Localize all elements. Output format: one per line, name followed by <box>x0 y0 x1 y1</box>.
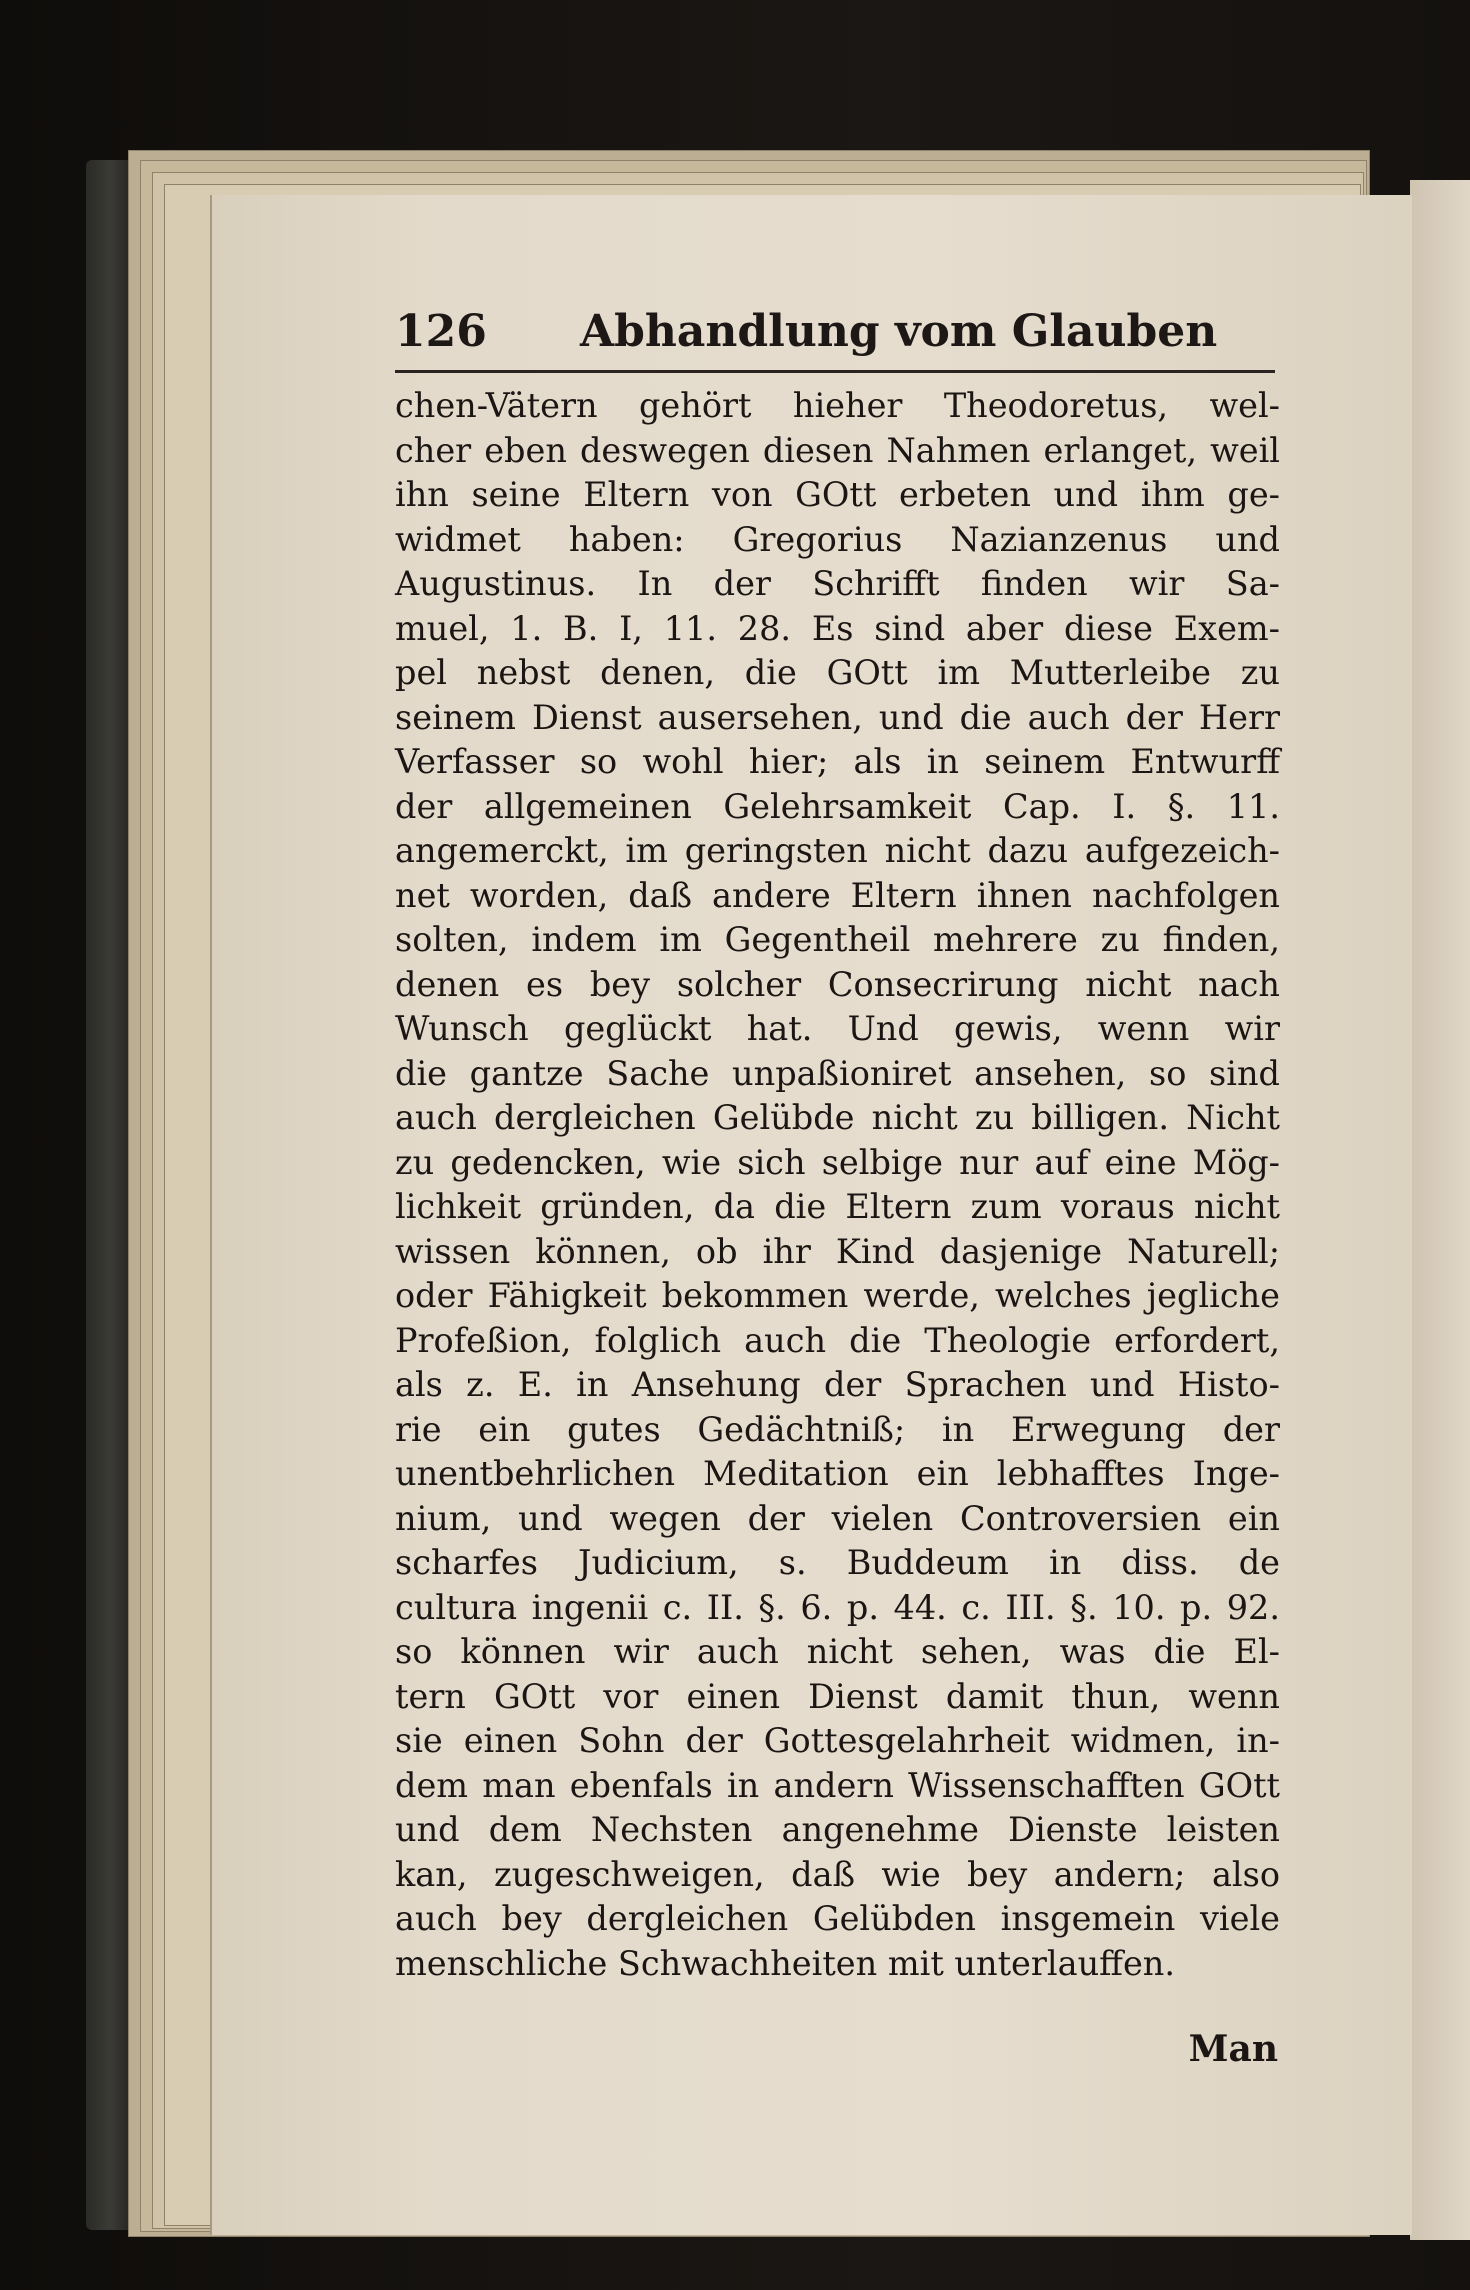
text-line: Profeßion, folglich auch die Theologie erfordert, <box>395 1320 1280 1360</box>
text-line: solten, indem im Gegentheil mehrere zu finden, <box>395 920 1280 959</box>
text-line: menschliche Schwachheiten mit unterlauffen. <box>395 1943 1175 1983</box>
text-line: scharfes Judicium, s. Buddeum in diss. de <box>395 1543 1280 1582</box>
text-line: widmet haben: Gregorius Nazianzenus und <box>395 519 1280 559</box>
running-title: Abhandlung vom Glauben <box>580 306 1218 357</box>
text-line: unentbehrlichen Meditation ein lebhafftes Inge- <box>395 1454 1280 1493</box>
text-line: nium, und wegen der vielen Controversien ein <box>395 1498 1280 1538</box>
text-line: ihn seine Eltern von GOtt erbeten und ihm ge- <box>395 475 1280 514</box>
text-line: tern GOtt vor einen Dienst damit thun, wenn <box>395 1676 1280 1716</box>
text-line: angemerckt, im geringsten nicht dazu aufgezeich- <box>395 831 1280 870</box>
text-line: sie einen Sohn der Gottesgelahrheit widmen, in- <box>395 1721 1280 1760</box>
text-line: Verfasser so wohl hier; als in seinem Entwurff <box>395 742 1280 781</box>
text-line: dem man ebenfals in andern Wissenschafften GOtt <box>395 1765 1280 1805</box>
text-line: und dem Nechsten angenehme Dienste leisten <box>395 1810 1280 1849</box>
text-line: rie ein gutes Gedächtniß; in Erwegung der <box>395 1409 1280 1449</box>
text-line: wissen können, ob ihr Kind dasjenige Naturell; <box>395 1231 1280 1271</box>
book-cover-edge <box>86 160 134 2230</box>
text-line: cher eben deswegen diesen Nahmen erlanget, weil <box>395 430 1280 470</box>
text-line: kan, zugeschweigen, daß wie bey andern; also <box>395 1854 1280 1894</box>
page-header <box>395 300 1275 373</box>
text-line: als z. E. in Ansehung der Sprachen und Histo- <box>395 1365 1280 1404</box>
text-line: lichkeit gründen, da die Eltern zum voraus nicht <box>395 1187 1280 1226</box>
text-line: so können wir auch nicht sehen, was die El- <box>395 1632 1280 1671</box>
text-line: chen-Vätern gehört hieher Theodoretus, wel- <box>395 386 1280 425</box>
text-line: Wunsch geglückt hat. Und gewis, wenn wir <box>395 1009 1280 1048</box>
text-line: pel nebst denen, die GOtt im Mutterleibe zu <box>395 653 1280 692</box>
catchword: Man <box>1188 2028 1278 2070</box>
text-line: seinem Dienst ausersehen, und die auch der Herr <box>395 697 1280 737</box>
text-line: der allgemeinen Gelehrsamkeit Cap. I. §. 11. <box>395 786 1280 826</box>
text-line: auch bey dergleichen Gelübden insgemein viele <box>395 1899 1280 1938</box>
page-number: 126 <box>395 306 487 357</box>
text-line: net worden, daß andere Eltern ihnen nachfolgen <box>395 875 1280 915</box>
facing-page-edge <box>1410 180 1470 2240</box>
body-text <box>395 384 1280 1986</box>
text-line: die gantze Sache unpaßioniret ansehen, so sind <box>395 1053 1280 1093</box>
text-line: auch dergleichen Gelübde nicht zu billigen. Nicht <box>395 1098 1280 1137</box>
text-line: Augustinus. In der Schrifft finden wir Sa- <box>395 564 1280 603</box>
text-line: muel, 1. B. I, 11. 28. Es sind aber diese Exem- <box>395 608 1280 648</box>
text-line: zu gedencken, wie sich selbige nur auf eine Mög- <box>395 1142 1280 1182</box>
text-line: cultura ingenii c. II. §. 6. p. 44. c. III. §. 10. p. 92. <box>395 1587 1280 1627</box>
text-line: denen es bey solcher Consecrirung nicht nach <box>395 964 1280 1004</box>
text-line: oder Fähigkeit bekommen werde, welches jegliche <box>395 1276 1280 1315</box>
